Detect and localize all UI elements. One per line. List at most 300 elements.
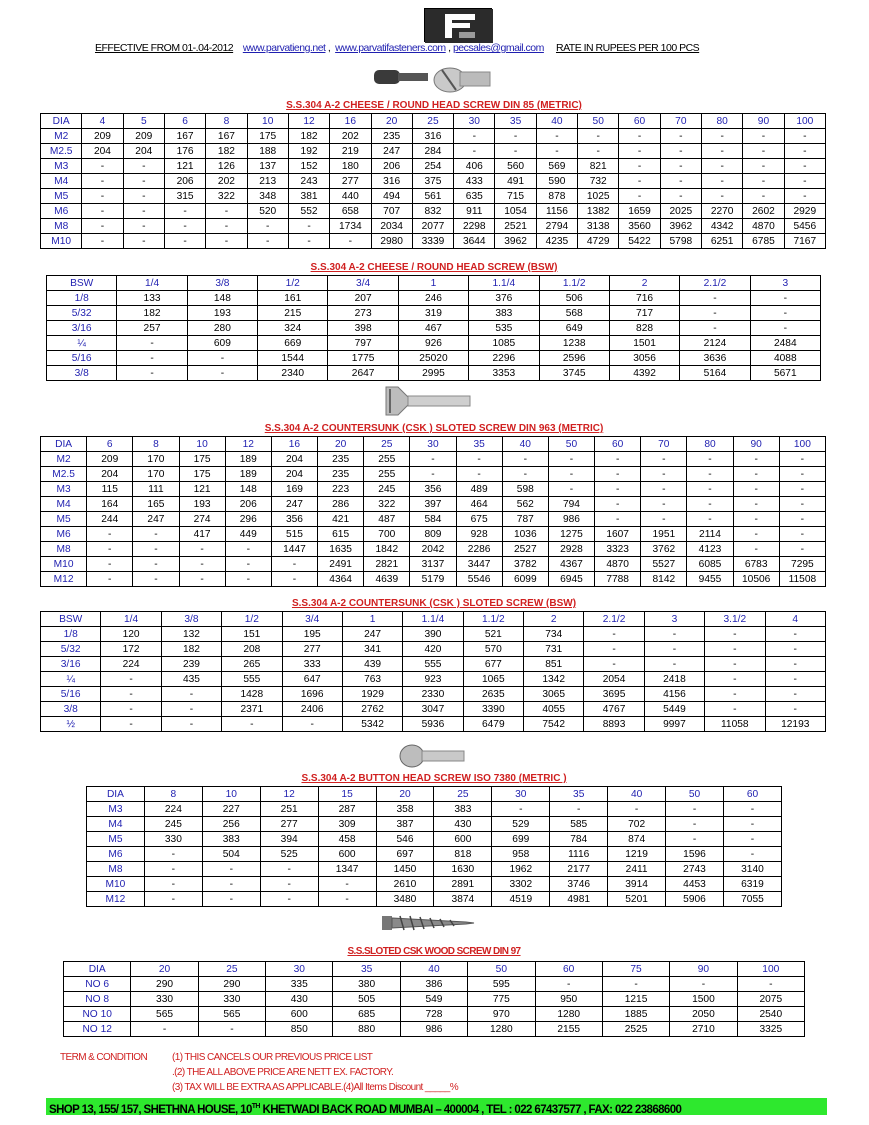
price-cell: 635 (454, 189, 495, 204)
price-cell: - (619, 189, 660, 204)
header-cell: 20 (131, 962, 198, 977)
price-cell: 569 (536, 159, 577, 174)
price-cell: 164 (87, 497, 133, 512)
price-cell: - (187, 366, 257, 381)
price-cell: 322 (364, 497, 410, 512)
price-cell: 669 (258, 336, 328, 351)
price-cell: 9997 (644, 717, 704, 732)
price-cell: - (641, 497, 687, 512)
row-label-cell: M5 (87, 832, 145, 847)
price-cell: 958 (492, 847, 550, 862)
price-cell: 380 (333, 977, 400, 992)
price-cell: - (765, 627, 826, 642)
price-cell: 3353 (469, 366, 539, 381)
header-cell: 35 (550, 787, 608, 802)
price-cell: - (619, 129, 660, 144)
company-logo (424, 8, 492, 42)
price-cell: 1734 (330, 219, 371, 234)
table-row (64, 992, 805, 1007)
row-label-cell: M2 (41, 129, 82, 144)
header-cell: 30 (266, 962, 333, 977)
price-cell: - (660, 189, 701, 204)
row-label-cell: 1/8 (47, 291, 117, 306)
price-cell: 1596 (666, 847, 724, 862)
price-cell: 880 (333, 1022, 400, 1037)
price-cell: 175 (179, 452, 225, 467)
price-cell: 204 (271, 467, 317, 482)
price-cell: - (187, 351, 257, 366)
price-cell: - (247, 219, 288, 234)
price-cell: 358 (376, 802, 434, 817)
price-cell: 11508 (779, 572, 825, 587)
header-cell: 8 (206, 114, 247, 129)
price-cell: 206 (164, 174, 205, 189)
header-cell: 100 (784, 114, 825, 129)
table-row (87, 817, 782, 832)
table-row (41, 527, 826, 542)
price-cell: - (784, 189, 825, 204)
row-label-cell: 1/8 (41, 627, 101, 642)
price-cell: 525 (260, 847, 318, 862)
price-cell: 287 (318, 802, 376, 817)
price-cell: 290 (198, 977, 265, 992)
price-cell: 3874 (434, 892, 492, 907)
row-label-cell: M8 (87, 862, 145, 877)
price-cell: 126 (206, 159, 247, 174)
table-row (41, 672, 826, 687)
price-cell: 111 (133, 482, 179, 497)
price-cell: - (144, 892, 202, 907)
price-cell: 2034 (371, 219, 412, 234)
price-cell: - (660, 129, 701, 144)
price-cell: 489 (456, 482, 502, 497)
price-cell: - (670, 977, 737, 992)
price-cell: 731 (524, 642, 584, 657)
price-cell: 3782 (502, 557, 548, 572)
header-cell: 10 (202, 787, 260, 802)
price-cell: 394 (260, 832, 318, 847)
header-cell: 6 (164, 114, 205, 129)
header-cell: 80 (687, 437, 733, 452)
row-label-cell: NO 10 (64, 1007, 131, 1022)
price-cell: 193 (187, 306, 257, 321)
price-cell: - (660, 159, 701, 174)
price-cell: - (723, 847, 781, 862)
price-cell: - (765, 642, 826, 657)
price-cell: 3447 (456, 557, 502, 572)
table-row (87, 892, 782, 907)
price-cell: 1085 (469, 336, 539, 351)
price-cell: 3962 (660, 219, 701, 234)
table-row (64, 1022, 805, 1037)
price-cell: - (723, 817, 781, 832)
price-cell: 506 (539, 291, 609, 306)
price-cell: - (765, 687, 826, 702)
price-cell: 1342 (524, 672, 584, 687)
price-cell: 1116 (550, 847, 608, 862)
price-cell: 6085 (687, 557, 733, 572)
price-cell: 2177 (550, 862, 608, 877)
price-cell: - (743, 159, 784, 174)
header-cell: 50 (548, 437, 594, 452)
price-cell: 319 (398, 306, 468, 321)
price-cell: - (179, 557, 225, 572)
price-cell: 3325 (737, 1022, 804, 1037)
price-cell: 4055 (524, 702, 584, 717)
price-cell: - (765, 657, 826, 672)
price-cell: - (705, 687, 765, 702)
price-cell: 235 (318, 467, 364, 482)
price-cell: 555 (222, 672, 282, 687)
price-cell: 435 (161, 672, 221, 687)
price-cell: - (225, 572, 271, 587)
rate-note: RATE IN RUPEES PER 100 PCS (555, 42, 700, 54)
table-row (41, 512, 826, 527)
price-cell: - (202, 892, 260, 907)
price-cell: - (206, 204, 247, 219)
price-cell: - (660, 144, 701, 159)
price-cell: 316 (412, 129, 453, 144)
price-cell: 274 (179, 512, 225, 527)
price-cell: 595 (468, 977, 535, 992)
price-cell: 4123 (687, 542, 733, 557)
price-cell: 928 (456, 527, 502, 542)
price-cell: 6251 (702, 234, 743, 249)
website-link-1[interactable]: www.parvatieng.net (242, 42, 326, 54)
header-cell: 1/2 (222, 612, 282, 627)
price-cell: 2602 (743, 204, 784, 219)
header-cell: 1/4 (117, 276, 187, 291)
price-cell: 290 (131, 977, 198, 992)
price-cell: 333 (282, 657, 342, 672)
price-cell: - (680, 321, 750, 336)
price-cell: - (101, 702, 161, 717)
email-link[interactable]: pecsales@gmail.com (452, 42, 544, 54)
header-cell: 10 (247, 114, 288, 129)
price-cell: 209 (82, 129, 123, 144)
price-cell: - (536, 129, 577, 144)
price-cell: - (784, 159, 825, 174)
price-cell: - (595, 512, 641, 527)
price-cell: 430 (266, 992, 333, 1007)
price-cell: 5422 (619, 234, 660, 249)
header-cell: 40 (608, 787, 666, 802)
price-cell: 170 (133, 452, 179, 467)
row-label-cell: M6 (87, 847, 145, 862)
price-cell: 2025 (660, 204, 701, 219)
price-cell: 383 (434, 802, 492, 817)
price-cell: 675 (456, 512, 502, 527)
wood-screw-image (380, 910, 476, 936)
price-cell: 390 (403, 627, 463, 642)
price-cell: 458 (318, 832, 376, 847)
price-cell: 251 (260, 802, 318, 817)
price-cell: 2610 (376, 877, 434, 892)
price-cell: - (702, 174, 743, 189)
price-cell: 255 (364, 452, 410, 467)
header-cell: 35 (495, 114, 536, 129)
price-cell: 208 (222, 642, 282, 657)
price-cell: 1929 (342, 687, 402, 702)
price-table-cheese-bsw (46, 275, 821, 381)
price-cell: 2296 (469, 351, 539, 366)
table-row (47, 366, 821, 381)
row-label-cell: M3 (87, 802, 145, 817)
price-cell: 590 (536, 174, 577, 189)
price-cell: 247 (271, 497, 317, 512)
row-label-cell: 3/8 (47, 366, 117, 381)
website-link-2[interactable]: www.parvatifasteners.com (335, 42, 446, 54)
header-cell: 60 (619, 114, 660, 129)
price-cell: 2418 (644, 672, 704, 687)
row-label-cell: M5 (41, 189, 82, 204)
price-cell: - (198, 1022, 265, 1037)
price-cell: 247 (371, 144, 412, 159)
price-cell: - (578, 129, 619, 144)
price-cell: 565 (131, 1007, 198, 1022)
price-cell: 192 (288, 144, 329, 159)
price-cell: 206 (225, 497, 271, 512)
price-cell: 257 (117, 321, 187, 336)
price-cell: 1501 (609, 336, 679, 351)
price-cell: 209 (87, 452, 133, 467)
price-cell: 570 (463, 642, 523, 657)
price-cell: - (784, 129, 825, 144)
table-row (41, 497, 826, 512)
price-cell: 950 (535, 992, 602, 1007)
price-cell: 1054 (495, 204, 536, 219)
price-cell: - (733, 467, 779, 482)
price-cell: 584 (410, 512, 456, 527)
price-cell: - (164, 204, 205, 219)
header-cell: 1 (342, 612, 402, 627)
price-cell: 206 (371, 159, 412, 174)
price-cell: 1382 (578, 204, 619, 219)
price-cell: 381 (288, 189, 329, 204)
price-cell: 182 (161, 642, 221, 657)
price-cell: 224 (101, 657, 161, 672)
price-cell: 3065 (524, 687, 584, 702)
table-row (41, 557, 826, 572)
price-cell: - (619, 159, 660, 174)
table-row (41, 452, 826, 467)
price-cell: 728 (400, 1007, 467, 1022)
price-cell: 3140 (723, 862, 781, 877)
price-cell: 151 (222, 627, 282, 642)
price-cell: 697 (376, 847, 434, 862)
price-cell: - (495, 144, 536, 159)
price-cell: - (680, 306, 750, 321)
price-cell: 188 (247, 144, 288, 159)
price-cell: 121 (179, 482, 225, 497)
price-cell: 315 (164, 189, 205, 204)
price-cell: 529 (492, 817, 550, 832)
price-cell: - (584, 642, 644, 657)
price-cell: 7295 (779, 557, 825, 572)
price-cell: - (164, 219, 205, 234)
section-title-din97: S.S.SLOTED CSK WOOD SCREW DIN 97 (347, 946, 521, 957)
price-cell: 818 (434, 847, 492, 862)
price-cell: 2077 (412, 219, 453, 234)
header-cell: 20 (376, 787, 434, 802)
price-table-din85 (40, 113, 826, 249)
price-cell: 417 (179, 527, 225, 542)
price-cell: 6785 (743, 234, 784, 249)
price-table-din97 (63, 961, 805, 1037)
table-row (41, 482, 826, 497)
table-header-row (41, 612, 826, 627)
price-cell: 832 (412, 204, 453, 219)
price-cell: - (641, 467, 687, 482)
price-cell: - (82, 204, 123, 219)
price-cell: 1885 (602, 1007, 669, 1022)
price-cell: - (595, 482, 641, 497)
price-cell: 797 (328, 336, 398, 351)
price-cell: - (619, 144, 660, 159)
price-cell: - (144, 862, 202, 877)
price-cell: 224 (144, 802, 202, 817)
header-cell: 75 (602, 962, 669, 977)
price-cell: 10506 (733, 572, 779, 587)
table-row (41, 204, 826, 219)
price-cell: - (733, 482, 779, 497)
price-cell: 600 (318, 847, 376, 862)
price-cell: - (705, 657, 765, 672)
price-cell: 2114 (687, 527, 733, 542)
row-label-cell: M2.5 (41, 144, 82, 159)
price-cell: - (548, 467, 594, 482)
price-cell: 1428 (222, 687, 282, 702)
header-cell: 2 (524, 612, 584, 627)
price-cell: 787 (502, 512, 548, 527)
table-row (47, 306, 821, 321)
price-cell: 265 (222, 657, 282, 672)
price-cell: 7167 (784, 234, 825, 249)
price-cell: - (743, 189, 784, 204)
price-cell: 247 (133, 512, 179, 527)
price-cell: 3137 (410, 557, 456, 572)
price-cell: - (666, 802, 724, 817)
price-cell: 383 (202, 832, 260, 847)
header-cell: 20 (371, 114, 412, 129)
price-cell: - (82, 189, 123, 204)
price-cell: 8142 (641, 572, 687, 587)
price-cell: - (161, 687, 221, 702)
price-cell: 600 (434, 832, 492, 847)
price-cell: 387 (376, 817, 434, 832)
price-cell: 699 (492, 832, 550, 847)
price-cell: - (123, 204, 164, 219)
row-label-cell: M8 (41, 542, 87, 557)
price-cell: 515 (271, 527, 317, 542)
price-cell: 189 (225, 467, 271, 482)
row-label-cell: 3/16 (41, 657, 101, 672)
row-label-cell: M8 (41, 219, 82, 234)
price-cell: - (550, 802, 608, 817)
header-cell: 4 (82, 114, 123, 129)
price-cell: 677 (463, 657, 523, 672)
header-cell: 20 (318, 437, 364, 452)
price-cell: 986 (548, 512, 594, 527)
price-cell: 309 (318, 817, 376, 832)
price-cell: 1659 (619, 204, 660, 219)
price-cell: - (456, 452, 502, 467)
price-cell: - (595, 497, 641, 512)
price-cell: 5201 (608, 892, 666, 907)
row-label-cell: NO 12 (64, 1022, 131, 1037)
price-cell: 182 (117, 306, 187, 321)
price-cell: 3560 (619, 219, 660, 234)
price-cell: - (595, 467, 641, 482)
footer-address-2: KHETWADI BACK ROAD MUMBAI – 400004 , TEL : 022 67437577 , FAX: 022 23868600 (259, 1104, 682, 1115)
price-cell: - (123, 189, 164, 204)
price-cell: 115 (87, 482, 133, 497)
row-label-cell: 3/8 (41, 702, 101, 717)
header-cell: 5 (123, 114, 164, 129)
price-cell: - (584, 627, 644, 642)
price-cell: 1036 (502, 527, 548, 542)
price-cell: - (687, 497, 733, 512)
header-cell: 2.1/2 (680, 276, 750, 291)
price-cell: 487 (364, 512, 410, 527)
price-cell: 406 (454, 159, 495, 174)
price-cell: 277 (282, 642, 342, 657)
price-cell: 2821 (364, 557, 410, 572)
price-cell: - (123, 159, 164, 174)
price-cell: 2928 (548, 542, 594, 557)
header-cell: 35 (333, 962, 400, 977)
price-cell: - (779, 452, 825, 467)
section-title-din963: S.S.304 A-2 COUNTERSUNK (CSK ) SLOTED SCREW DIN 963 (METRIC) (264, 423, 604, 434)
price-cell: - (733, 512, 779, 527)
price-cell: 850 (266, 1022, 333, 1037)
price-cell: - (410, 467, 456, 482)
price-cell: - (288, 234, 329, 249)
price-cell: - (687, 452, 733, 467)
header-cell: 80 (702, 114, 743, 129)
price-cell: 2286 (456, 542, 502, 557)
price-cell: - (87, 572, 133, 587)
price-cell: - (260, 877, 318, 892)
price-cell: 273 (328, 306, 398, 321)
header-cell: 1.1/4 (469, 276, 539, 291)
price-cell: - (495, 129, 536, 144)
price-cell: 1156 (536, 204, 577, 219)
price-cell: - (779, 467, 825, 482)
price-cell: 4870 (595, 557, 641, 572)
table-row (41, 189, 826, 204)
price-cell: 255 (364, 467, 410, 482)
price-cell: - (641, 512, 687, 527)
row-label-cell: M10 (41, 234, 82, 249)
row-label-cell: M12 (41, 572, 87, 587)
price-cell: 277 (330, 174, 371, 189)
price-cell: - (779, 482, 825, 497)
price-cell: - (247, 234, 288, 249)
price-cell: - (271, 572, 317, 587)
price-cell: 1280 (468, 1022, 535, 1037)
row-label-cell: M5 (41, 512, 87, 527)
row-label-cell: M6 (41, 204, 82, 219)
price-cell: 9455 (687, 572, 733, 587)
price-cell: 585 (550, 817, 608, 832)
price-cell: 137 (247, 159, 288, 174)
price-cell: - (536, 144, 577, 159)
price-cell: 3636 (680, 351, 750, 366)
table-header-row (41, 114, 826, 129)
price-cell: - (548, 482, 594, 497)
price-cell: 562 (502, 497, 548, 512)
